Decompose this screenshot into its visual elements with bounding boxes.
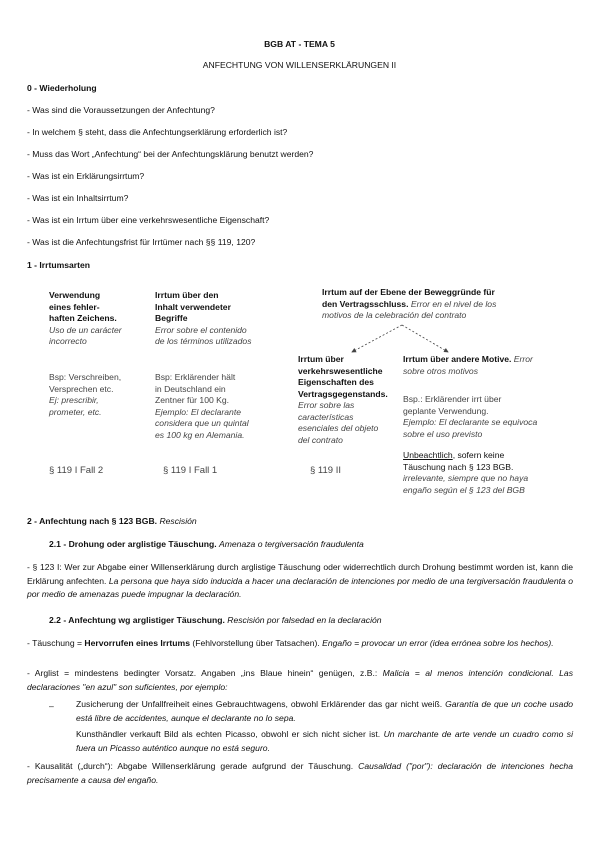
branch-arrows-icon — [330, 322, 480, 357]
col4-irrelevant — [403, 450, 528, 496]
col4-example-es-1: Ejemplo: El declarante se equivoca — [403, 417, 538, 427]
col4-title: Irrtum über andere Motive. — [403, 354, 512, 364]
kausalitaet-es: Causalidad ("por"): declaración de intenciones hecha precisamente a causa del engaño. — [27, 761, 573, 785]
col3-title-1: Irrtum über — [298, 354, 344, 364]
col2-example — [155, 372, 249, 441]
motive-es-inline: Error en el nivel de los — [410, 298, 497, 309]
taeuschung-b: Hervorrufen eines Irrtums — [84, 638, 190, 648]
question-6: - Was ist ein Irrtum über eine verkehrswesentliche Eigenschaft? — [27, 215, 270, 225]
paragraph-123 — [27, 561, 573, 602]
question-5: - Was ist ein Inhaltsirrtum? — [27, 193, 129, 203]
col-erklaerungsirrtum — [49, 290, 122, 348]
col2-es-1: Error sobre el contenido — [155, 324, 247, 335]
col1-norm: § 119 I Fall 2 — [49, 465, 104, 476]
document-subtitle: ANFECHTUNG VON WILLENSERKLÄRUNGEN II — [202, 60, 397, 70]
col-motivirrtum — [403, 354, 533, 377]
col1-es-1: Uso de un carácter — [49, 324, 122, 335]
col1-title-1: Verwendung — [49, 290, 101, 300]
col1-example — [49, 372, 121, 418]
col3-title-3: Eigenschaften des — [298, 377, 374, 387]
section-2-es: Rescisión — [159, 516, 197, 526]
col4-es-inline: Error — [513, 354, 533, 364]
motive-header — [322, 287, 496, 322]
section-0-heading: 0 - Wiederholung — [27, 83, 97, 93]
col4-irrelevant-1: , sofern keine — [452, 450, 505, 460]
document-title: BGB AT - TEMA 5 — [264, 39, 335, 49]
bullet-2-es: Un marchante de arte vende un cuadro como si fuera un Picasso auténtico aunque no está seguro. — [76, 729, 574, 753]
col3-title-2: verkehrswesentliche — [298, 365, 383, 376]
bullet-1-es: Garantía de que un coche usado está libre de accidentes, aunque el declarante no lo sepa. — [76, 699, 573, 723]
subsection-2-2 — [49, 614, 382, 626]
bullet-2-de: Kunsthändler verkauft Bild als echten Picasso, obwohl er sich nicht sicher ist. — [76, 729, 381, 739]
subsection-2-1-title: 2.1 - Drohung oder arglistige Täuschung. — [49, 539, 217, 549]
col4-example-1: Bsp.: Erklärender irrt über — [403, 394, 502, 404]
paragraph-123-es: La persona que haya sido inducida a hacer una declaración de intenciones por medio de una tergiversación fraudulenta o por medio de amenazas puede impugnar la declaración. — [27, 575, 573, 599]
col3-es-3: esenciales del objeto — [298, 423, 379, 433]
subsection-2-2-es: Rescisión por falsedad en la declaración — [227, 615, 382, 625]
col3-es-4: del contrato — [298, 434, 343, 445]
col2-example-es-1: Ejemplo: El declarante — [155, 406, 241, 417]
col4-irrelevant-es-2: engaño según el § 123 del BGB — [403, 484, 525, 495]
bullet-dash: – — [49, 701, 54, 711]
col-inhaltsirrtum — [155, 290, 252, 348]
col1-example-2: Versprechen etc. — [49, 383, 114, 394]
col4-irrelevant-es-1: irrelevante, siempre que no haya — [403, 473, 529, 483]
subsection-2-1 — [49, 538, 364, 550]
col1-example-es-1: Ej: prescribir, — [49, 395, 99, 405]
section-2-title: 2 - Anfechtung nach § 123 BGB. — [27, 516, 158, 526]
col1-example-1: Bsp: Verschreiben, — [49, 372, 122, 382]
col1-es-2: incorrecto — [49, 336, 87, 346]
col3-es-1: Error sobre las — [298, 400, 355, 410]
arglist-def — [27, 667, 573, 694]
question-2: - In welchem § steht, dass die Anfechtungserklärung erforderlich ist? — [27, 127, 288, 137]
subsection-2-1-es: Amenaza o tergiversación fraudulenta — [219, 539, 364, 549]
section-1-heading: 1 - Irrtumsarten — [27, 260, 91, 270]
kausalitaet-def — [27, 760, 573, 787]
col1-title-2: eines fehler- — [49, 301, 100, 312]
col2-example-1: Bsp: Erklärender hält — [155, 372, 236, 382]
col2-example-3: Zentner für 100 Kg. — [155, 395, 230, 405]
motive-title-1: Irrtum auf der Ebene der Beweggründe für — [322, 287, 495, 297]
col2-es-2: de los términos utilizados — [155, 336, 252, 346]
taeuschung-a: - Täuschung = — [27, 638, 85, 648]
col2-title-1: Irrtum über den — [155, 290, 219, 300]
col4-es: sobre otros motivos — [403, 365, 478, 376]
col-eigenschaftsirrtum — [298, 354, 388, 446]
subsection-2-2-title: 2.2 - Anfechtung wg arglistiger Täuschung. — [49, 615, 225, 625]
bullet-1-de: Zusicherung der Unfallfreiheit eines Gebrauchtwagens, obwohl Erklärender das gar nicht weiß. — [76, 699, 443, 709]
arglist-de: - Arglist = mindestens bedingter Vorsatz. Angaben „ins Blaue hinein“ genügen, z.B.: — [27, 668, 378, 678]
motive-title-2: den Vertragsschluss. — [322, 298, 409, 309]
col4-example-2: geplante Verwendung. — [403, 405, 489, 416]
col2-norm: § 119 I Fall 1 — [163, 465, 218, 476]
col4-example — [403, 394, 537, 440]
bullet-2 — [76, 728, 573, 755]
question-4: - Was ist ein Erklärungsirrtum? — [27, 171, 145, 181]
question-1: - Was sind die Voraussetzungen der Anfechtung? — [27, 105, 215, 115]
col3-es-2: características — [298, 411, 354, 422]
col2-example-es-3: es 100 kg en Alemania. — [155, 429, 245, 440]
col1-title-3: haften Zeichens. — [49, 313, 117, 323]
section-2-heading — [27, 515, 197, 527]
col2-title-3: Begriffe — [155, 313, 188, 323]
col2-example-es-2: considera que un quintal — [155, 418, 249, 428]
taeuschung-def — [27, 637, 573, 651]
question-7: - Was ist die Anfechtungsfrist für Irrtümer nach §§ 119, 120? — [27, 237, 256, 247]
taeuschung-c: (Fehlvorstellung über Tatsachen). — [189, 638, 320, 648]
col2-example-2: in Deutschland ein — [155, 383, 226, 394]
taeuschung-es: Engaño = provocar un error (idea errónea sobre los hechos). — [322, 638, 554, 648]
col4-irrelevant-underlined: Unbeachtlich — [403, 450, 453, 460]
paragraph-123-de: - § 123 I: Wer zur Abgabe einer Willenserklärung durch arglistige Täuschung oder widerrechtlich durch Drohung bestimmt worden ist, kann die Erklärung anfechten. — [27, 562, 573, 586]
col1-example-es-2: prometer, etc. — [49, 406, 102, 417]
arglist-es: Malicia = al menos intención condicional. Las declaraciones "en azul" son suficientes, por ejemplo: — [27, 668, 573, 692]
col2-title-2: Inhalt verwendeter — [155, 301, 231, 312]
kausalitaet-de: - Kausalität („durch“): Abgabe Willenserklärung gerade aufgrund der Täuschung. — [27, 761, 354, 771]
col3-title-4: Vertragsgegenstands. — [298, 388, 388, 399]
question-3: - Muss das Wort „Anfechtung“ bei der Anfechtungsklärung benutzt werden? — [27, 149, 314, 159]
col4-example-es-2: sobre el uso previsto — [403, 428, 483, 439]
col3-norm: § 119 II — [310, 465, 341, 476]
col4-irrelevant-2: Täuschung nach § 123 BGB. — [403, 461, 514, 472]
motive-es: motivos de la celebración del contrato — [322, 310, 467, 320]
bullet-1 — [76, 698, 573, 725]
